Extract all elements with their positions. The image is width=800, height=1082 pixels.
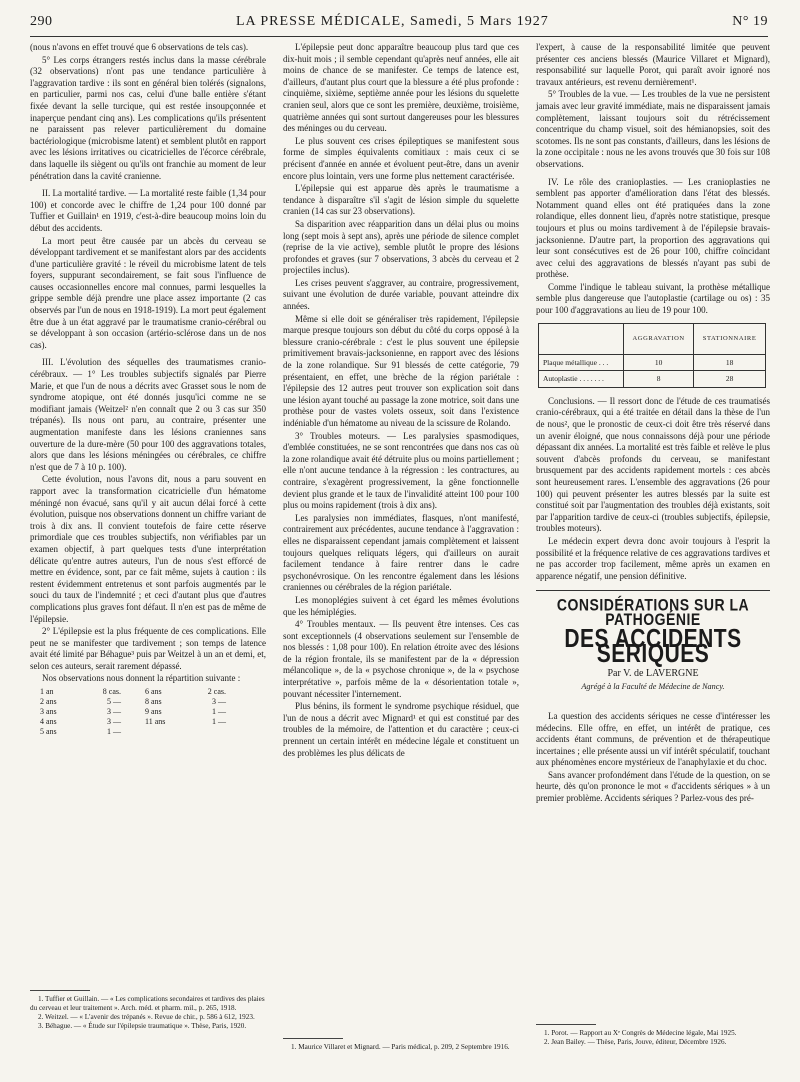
header-rule: [30, 36, 768, 37]
footnotes-col2: [283, 1038, 519, 1052]
prothese-table: [538, 323, 766, 388]
paragraph: L'épilepsie qui est apparue dès après le traumatisme a tendance à disparaître s'il s'agit de lésion simple du squelette cranien (14 cas sur 23 observations).: [283, 183, 519, 217]
paragraph: Sans avancer profondément dans l'étude de la question, on se heurte, dès qu'on prononce le mot « d'accidents sériques » à un premier problème. Accidents sériques ? Parlez-vous des pré-: [536, 769, 770, 804]
table-header: STATIONNAIRE: [694, 323, 766, 354]
footnote: 1. Porot. — Rapport au Xᵉ Congrès de Médecine légale, Mai 1925.: [544, 1029, 737, 1037]
paragraph: Même si elle doit se généraliser très rapidement, l'épilepsie marque presque toujours son début du côté du corps opposé à la blessure cranio-cérébrale : c'est le plus souvent une épilepsie primitivement bravais-jacksonienne, en rapport avec des lésions de la zone rolandique. Sur 91 blessés de cette catégorie, 79 présentaient, en effet, une brèche de la région pariétale : l'épilepsie des 12 autres peut trouver son explication soit dans une lésion ayant touché au passage la zone motrice, soit dans une prothèse pour de vastes volets osseux, soit dans l'existence indéniable d'un hématome au niveau de la scissure de Rolando.: [283, 313, 519, 428]
paragraph: Cette évolution, nous l'avons dit, nous a paru souvent en rapport avec la transformation cicatricielle d'un hématome méningé non évacué, sans qu'il y ait aucun délai forcé à cette évolution, puisque nos observations donnent un chiffre variant de trois à dix ans. Il convient toutefois de faire cette réserve primordiale que ces troubles subjectifs, non vérifiables par un examen objectif, à part quelques tests d'une interprétation délicate qu'entre autres auteurs, l'un de nous s'est efforcé de mettre en évidence, sont, par ce fait même, sujets à caution : ils restent évidemment entretenus et sont parfois augmentés par le souci du taux de l'indemnité ; et ceci d'autant plus que d'autres complications plus graves font défaut. Il n'en est pas de même de l'épilepsie.: [30, 474, 266, 624]
paragraph-mortalite: II. La mortalité tardive. — La mortalité reste faible (1,34 pour 100) et concorde avec le chiffre de 1,24 pour 100 donné par Tuffier et Guillain¹ en 1919, c'est-à-dire beaucoup moins loin du début des accidents.: [30, 188, 266, 233]
paragraph: Sa disparition avec réapparition dans un délai plus ou moins long (sept mois à sept ans), après une période de silence complet (reprise de la vie active), semble plutôt le propre des lésions profondes et graves (sur 7 observations, 3 abcès du cerveau et 2 projectiles inclus).: [283, 218, 519, 276]
list-item: 9 ans 1 —: [145, 707, 226, 717]
paragraph-troubles-moteurs: 3° Troubles moteurs. — Les paralysies spasmodiques, d'emblée constituées, ne se sont rencontrées que dans nos cas où la zone rolandique avait été détruite plus ou moins partiellement ; elle n'ont aucune tendance à la régression : les contractures, au contraire, s'exagèrent progressivement, la gêne fonctionnelle devient plus grande et le taux de l'invalidité atteint 100 pour 100 plus ou moins rapidement (trois à dix ans).: [283, 430, 519, 511]
article-rule: [536, 590, 770, 591]
paragraph: Le médecin expert devra donc avoir toujours à l'esprit la possibilité et la fréquence relative de ces aggravations tardives et ne pas accorder trop facilement, même après un examen en apparence négatif, une pension définitive.: [536, 535, 770, 581]
repartition-table: [40, 687, 240, 737]
paragraph-conclusions: Conclusions. — Il ressort donc de l'étude de ces traumatisés cranio-cérébraux, qui a été traitée en détail dans la thèse de l'un de nous², que le pronostic de ceux-ci doit être très réservé dans un avenir éloigné, que nous connaissons déjà pour une période dépassant dix années. La mortalité est très faible et relève le plus souvent d'abcès profonds du cerveau, se manifestant brusquement par des accidents rapidement mortels : ces abcès sont heureusement rares. L'ensemble des aggravations (26 pour 100) qui peuvent présenter les autres blessés par la suite est constitué soit par l'augmentation des troubles déjà existants, soit par l'apparition tardive de ceux-ci (troubles subjectifs, épilepsie, troubles moteurs).: [536, 395, 770, 534]
table-row: Autoplastie . . . . . . . 8 28: [539, 371, 766, 388]
paragraph: Nos observations nous donnent la répartition suivante :: [42, 673, 241, 684]
article-kicker: CONSIDÉRATIONS SUR LA PATHOGÉNIE: [556, 595, 750, 629]
paragraph: Plus bénins, ils forment le syndrome psychique résiduel, que l'un de nous a décrit avec Mignard¹ et qui est constitué par des troubles de la mémoire, de l'attention et du caractère ; ceux-ci prennent un certain intérêt en médecine légale et constituent un des problèmes les plus délicats de: [283, 701, 519, 758]
article-title: DES ACCIDENTS SÉRIQUES: [564, 624, 742, 668]
footnote: 1. Maurice Villaret et Mignard. — Paris médical, p. 209, 2 Septembre 1916.: [291, 1043, 510, 1051]
list-item: 6 ans 2 cas.: [145, 687, 226, 697]
paragraph: (nous n'avons en effet trouvé que 6 observations de tels cas).: [30, 42, 249, 52]
paragraph: 5° Les corps étrangers restés inclus dans la masse cérébrale (32 observations) n'ont pas une tendance particulière à l'aggravation tardive : ils sont en général bien tolérés (signalons, en particulier, parmi nos cas, celui d'une balle entière s'étant fixée devant la selle turcique, qui est restée insoupçonnée et inaperçue pendant cinq ans). Les complications qu'ils présentent ne paraissent pas relever particulièrement du domaine bactériologique (microbisme latent) et semblent plutôt en rapport avec les lésions irritatives ou cicatricielles de l'écorce cérébrale, dans laquelle ils siègent ou qu'ils ont franchie au moment de leur pénétration dans la cavité cranienne.: [30, 54, 266, 181]
paragraph: Les monoplégies suivent à cet égard les mêmes évolutions que les hémiplégies.: [283, 594, 519, 617]
page-number: 290: [30, 14, 53, 29]
list-item: 2 ans 5 —: [40, 697, 121, 707]
page-header: [30, 14, 768, 34]
table-header: AGGRAVATION: [624, 323, 694, 354]
list-item: 4 ans 3 —: [40, 717, 121, 727]
paragraph: l'expert, à cause de la responsabilité limitée que peuvent présenter ces anciens blessés (Maurice Villaret et Mignard), responsabilité sur laquelle Porot, qui paraît avoir ignoré nos travaux antérieurs, est revenu dernièrement¹.: [536, 42, 770, 87]
list-item: 11 ans 1 —: [145, 717, 226, 727]
issue-number: N° 19: [732, 14, 768, 29]
list-item: 8 ans 3 —: [145, 697, 226, 707]
column-1: [30, 42, 266, 741]
column-2: [283, 42, 519, 760]
paragraph: L'épilepsie peut donc apparaître beaucoup plus tard que ces dix-huit mois ; il semble cependant qu'après neuf années, elle ait moins de chance de se manifester. Ce temps de latence est, d'ailleurs, d'autant plus court que la blessure a été plus profonde : cinquième, sixième, septième année pour les lésions du squelette cranien seul, alors que ce sont les première, deuxième, troisième, quatrième années qui sont surtout dangereuses pour les blessures des méninges ou du cerveau.: [283, 42, 519, 134]
footnote: 2. Weitzel. — « L'avenir des trépanés ». Revue de chir., p. 586 à 612, 1923.: [38, 1013, 255, 1021]
footnotes-col3: [536, 1024, 770, 1047]
paragraph-cranioplasties: IV. Le rôle des cranioplasties. — Les cranioplasties ne semblent pas apporter d'amélioration dans l'état des blessés. Notamment quand elles ont été pratiquées dans la zone rolandique, elles donnent lieu, d'après notre statistique, presque toujours et plus ou moins tardivement à de l'épilepsie bravais-jacksonienne. D'autre part, la proportion des aggravations qui leur sont consécutives est de 26 pour 100, chiffre coïncidant avec celui des aggravations de blessés n'ayant pas subi de prothèse.: [536, 176, 770, 280]
paragraph-epilepsie: 2° L'épilepsie est la plus fréquente de ces complications. Elle peut ne se manifester que tardivement ; son temps de latence avait été limité par Béhague³ puis par Weitzel à un an et demi, et, selon ces auteurs, serait rarement dépassé.: [30, 626, 266, 671]
article-byline: Par V. de LAVERGNE: [607, 667, 699, 679]
paragraph: La question des accidents sériques ne cesse d'intéresser les médecins. Elle offre, en effet, un intérêt de pratique, ces accidents étant communs, de prévention et de thérapeutique incertaines ; elle présente aussi un vif intérêt spéculatif, touchant aux phénomènes encore mystérieux de l'anaphylaxie et du choc.: [536, 710, 770, 768]
footnote: 3. Béhague. — « Étude sur l'épilepsie traumatique ». Thèse, Paris, 1920.: [38, 1022, 247, 1030]
footnote: 1. Tuffier et Guillain. — « Les complications secondaires et tardives des plaies du cerveau et leur traitement ». Arch. méd. et pharm. mil., p. 265, 1918.: [30, 995, 265, 1012]
paragraph-evolution: III. L'évolution des séquelles des traumatismes cranio-cérébraux. — 1° Les troubles subjectifs signalés par Pierre Marie, et que l'un de nous a décrits avec Grasset sous le nom de syndrome atopique, ont été donnés jusqu'ici comme ne se modifiant jamais (Weitzel² n'en connaît que 2 ou 3 cas sur 350 trépanés). Ils nous ont paru, au contraire, présenter une augmentation manifeste dans les lésions craniennes sans ouverture de la dure-mère (50 pour 100 des aggravations totales, alors que dans les lésions méningées ou cérébrales, ce chiffre n'est que de 7 à 10 p. 100).: [30, 357, 266, 472]
list-item: 1 an 8 cas.: [40, 687, 121, 697]
footnote: 2. Jean Bailey. — Thèse, Paris, Jouve, éditeur, Décembre 1926.: [544, 1038, 727, 1046]
list-item: 3 ans 3 —: [40, 707, 121, 717]
table-row: Plaque métallique . . . 10 18: [539, 354, 766, 371]
footnotes-col1: [30, 990, 266, 1031]
paragraph-troubles-vue: 5° Troubles de la vue. — Les troubles de la vue ne persistent jamais avec leur gravité immédiate, mais ne disparaissent jamais complètement, laissant toujours soit du rétrécissement concentrique du champ visuel, soit des hémianopsies, soit des scotomes. Ils ne sont pas constants, d'ailleurs, dans les lésions de la zone occipitale : nous ne les avons trouvés que 30 fois sur 108 observations.: [536, 89, 770, 169]
paragraph: Les crises peuvent s'aggraver, au contraire, progressivement, suivant une évolution de durée variable, pouvant atteindre dix années.: [283, 277, 519, 312]
article-affiliation: Agrégé à la Faculté de Médecine de Nancy.: [581, 682, 725, 692]
paragraph: Le plus souvent ces crises épileptiques se manifestent sous forme de simples équivalents comitiaux : mais ceux ci se précisent d'année en année et évoluent peut-être, dans un avenir encore plus lointain, vers une forme plus nettement caractérisée.: [283, 135, 519, 181]
paragraph: La mort peut être causée par un abcès du cerveau se développant tardivement et se manifestant alors par des accidents d'une particulière gravité : le réveil du microbisme latent de tels foyers, suppurant secondairement, se fait sous l'influence de causes occasionnelles encore mal connues, parmi lesquelles la grippe semble déjà prendre une place assez importante (2 cas observés par l'un de nous en 1918-1919). La mort peut également être due à un état aggravé par le traumatisme cranio-cérébral ou se développant à son occasion (artério-sclérose dans un de nos cas).: [30, 235, 266, 350]
list-item: 5 ans 1 —: [40, 727, 121, 737]
paragraph: Les paralysies non immédiates, flasques, n'ont manifesté, contrairement aux précédentes, aucune tendance à l'aggravation : elles ne disparaissent cependant jamais complètement et laissent toujours quelques reliquats légers, qui d'ailleurs on aurait facilement tendance à faire rentrer dans le cadre psychonévrosique. On les rencontre également dans les lésions craniennes ou cérébrales de la région pariétale.: [283, 512, 519, 593]
paragraph: Comme l'indique le tableau suivant, la prothèse métallique semble plus dangereuse que l'autoplastie (cartilage ou os) : 35 pour 100 d'aggravations au lieu de 19 pour 100.: [536, 281, 770, 316]
journal-title: LA PRESSE MÉDICALE, Samedi, 5 Mars 1927: [236, 14, 549, 29]
table-header: [539, 323, 624, 354]
paragraph-troubles-mentaux: 4° Troubles mentaux. — Ils peuvent être intenses. Ces cas sont exceptionnels (4 observations seulement sur l'ensemble de nos blessés : 1,08 pour 100). En relation étroite avec des lésions de la région frontale, ils se manifestent par de la « dépression mélancolique », de la « psychose chronique », de la « psychose interprétative », parfois même de la « désorientation totale », pouvant nécessiter l'internement.: [283, 619, 519, 699]
column-3: [536, 42, 770, 806]
